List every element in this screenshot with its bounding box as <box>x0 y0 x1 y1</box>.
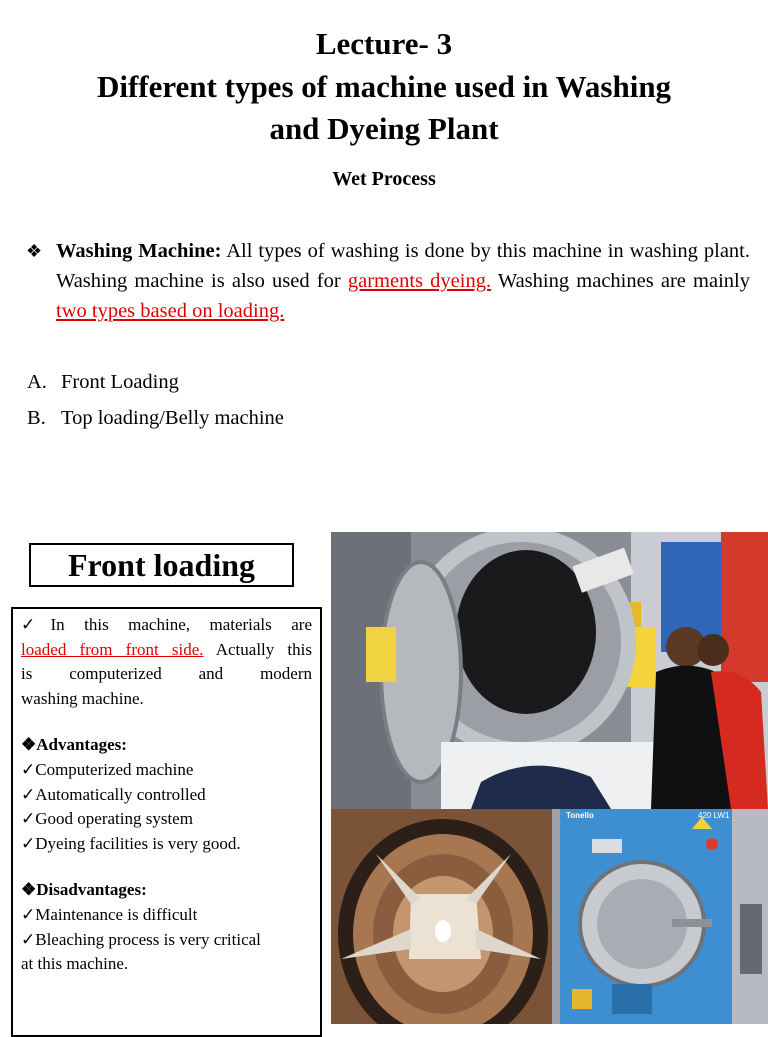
intro-text-2: Washing machines are mainly <box>491 270 750 292</box>
check-icon: ✓ <box>21 615 51 634</box>
front-loading-heading: Front loading <box>29 543 294 587</box>
intro-label: Washing Machine: <box>56 240 222 262</box>
front-loading-info-box <box>11 607 322 1037</box>
machine-model-label: 420 LW1 <box>698 811 730 820</box>
list-letter: B. <box>27 407 46 429</box>
drum-interior-photo <box>331 809 552 1024</box>
description-line: washing machine. <box>21 688 144 708</box>
list-item: ✓Dyeing facilities is very good. <box>21 833 241 853</box>
two-types-link[interactable]: two types based on loading. <box>56 300 285 322</box>
advantages-heading: ❖Advantages: <box>21 735 127 755</box>
page-title-line1: Different types of machine used in Washing <box>96 69 672 104</box>
list-item-top-loading <box>27 405 284 431</box>
disadvantages-heading: ❖Disadvantages: <box>21 880 147 900</box>
diamond-bullet-icon: ❖ <box>21 735 37 755</box>
list-label: Front Loading <box>61 371 179 393</box>
list-item: ✓Good operating system <box>21 809 193 829</box>
list-item: ✓Maintenance is difficult <box>21 904 198 924</box>
description-line: ✓In this machine, materials are <box>21 615 312 634</box>
intro-text-1: All types of washing is done by this machine in washing plant. Washing machine is also used for <box>56 240 750 292</box>
diamond-bullet-icon: ❖ <box>26 241 43 261</box>
list-item: ✓Computerized machine <box>21 759 194 779</box>
list-label: Top loading/Belly machine <box>61 407 284 429</box>
page-title-line2: and Dyeing Plant <box>269 111 499 146</box>
list-item: ✓Automatically controlled <box>21 784 206 804</box>
washing-machine-intro <box>26 236 750 326</box>
list-letter: A. <box>27 371 47 393</box>
loaded-from-front-link[interactable]: loaded from front side. <box>21 639 204 659</box>
garments-dyeing-link[interactable]: garments dyeing. <box>347 270 492 292</box>
list-item-front-loading <box>27 369 179 395</box>
list-item: at this machine. <box>21 954 129 974</box>
lecture-title: Lecture- 3 <box>315 26 453 61</box>
diamond-bullet-icon: ❖ <box>21 880 37 900</box>
machine-logo-label: Tonello <box>566 811 594 820</box>
description-line: is computerized and modern <box>21 664 312 684</box>
page-subtitle: Wet Process <box>332 168 436 190</box>
list-item: ✓Bleaching process is very critical <box>21 929 261 949</box>
front-loading-machine-photo <box>331 532 768 809</box>
blue-machine-photo <box>552 809 768 1024</box>
description-line: loaded from front side. Actually this <box>21 639 312 659</box>
